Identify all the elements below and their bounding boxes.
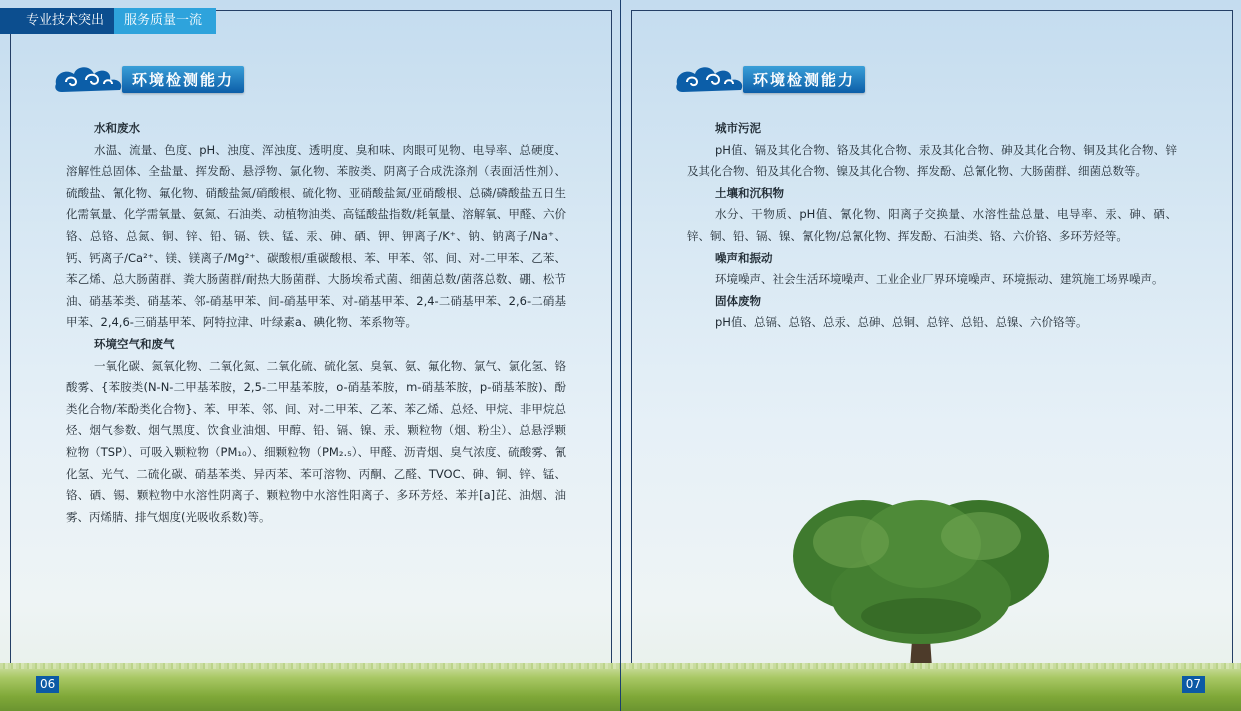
grass-strip: [621, 663, 1241, 711]
grass-strip: [0, 663, 620, 711]
right-page: [621, 0, 1241, 711]
page-number: 07: [1182, 676, 1205, 693]
cloud-ornament-icon: [52, 62, 126, 96]
cloud-ornament-icon: [673, 62, 747, 96]
header-tag-tech: 专业技术突出: [0, 8, 114, 34]
heading-sludge: 城市污泥: [715, 121, 761, 135]
tree-illustration: [771, 486, 1071, 686]
left-page: [0, 0, 620, 711]
heading-solid-waste: 固体废物: [715, 293, 761, 308]
body-air: 一氧化碳、氮氧化物、二氧化氮、二氧化硫、硫化氢、臭氧、氨、氟化物、氯气、氯化氢、铬酸雾、{苯胺类(N-N-二甲基苯胺，2,5-二甲基苯胺，o-硝基苯胺，m-硝基苯胺，p-硝基苯胺)、酚类化合物/苯酚类化合物}、苯、甲苯、邻、间、对-二甲苯、乙苯、苯乙烯、总烃、甲烷、非甲烷总烃、烟气参数、烟气黑度、饮食业油烟、甲醇、铅、镉、镍、汞、颗粒物（烟、粉尘）、总悬浮颗粒物（TSP）、可吸入颗粒物（PM₁₀）、细颗粒物（PM₂.₅）、甲醛、沥青烟、臭气浓度、硫酸雾、氰化氢、光气、二硫化碳、硝基苯类、异丙苯、苯可溶物、丙酮、乙醛、TVOC、砷、铜、锌、锰、铬、硒、锡、颗粒物中水溶性阴离子、颗粒物中水溶性阳离子、多环芳烃、苯并[a]芘、油烟、油雾、丙烯腈、排气烟度(光吸收系数)等。: [66, 358, 566, 524]
body-sludge: pH值、镉及其化合物、铬及其化合物、汞及其化合物、砷及其化合物、铜及其化合物、锌及其化合物、铅及其化合物、镍及其化合物、挥发酚、总氰化物、大肠菌群、细菌总数等。: [687, 142, 1177, 179]
right-content: [687, 118, 1177, 334]
page-number: 06: [36, 676, 59, 693]
header-tags: [0, 8, 216, 34]
body-noise: 环境噪声、社会生活环境噪声、工业企业厂界环境噪声、环境振动、建筑施工场界噪声。: [715, 272, 1164, 287]
header-tag-service: 服务质量一流: [114, 8, 216, 34]
heading-air: 环境空气和废气: [94, 336, 175, 351]
heading-soil: 土壤和沉积物: [715, 185, 784, 200]
section-title-label: 环境检测能力: [743, 66, 865, 93]
body-soil: 水分、干物质、pH值、氰化物、阳离子交换量、水溶性盐总量、电导率、汞、砷、硒、锌、铜、铅、镉、镍、氰化物/总氰化物、挥发酚、石油类、铬、六价铬、多环芳烃等。: [687, 207, 1177, 243]
heading-water: 水和废水: [94, 121, 140, 135]
section-title: [52, 62, 244, 96]
body-solid-waste: pH值、总镉、总铬、总汞、总砷、总铜、总锌、总铅、总镍、六价铬等。: [715, 315, 1088, 330]
body-water: 水温、流量、色度、pH、浊度、浑浊度、透明度、臭和味、肉眼可见物、电导率、总硬度、溶解性总固体、全盐量、挥发酚、悬浮物、氯化物、苯胺类、阴离子合成洗涤剂（表面活性剂）、硫酸盐、氰化物、氟化物、硝酸盐氮/硝酸根、硫化物、亚硝酸盐氮/亚硝酸根、总磷/磷酸盐五日生化需氧量、化学需氧量、氨氮、石油类、动植物油类、高锰酸盐指数/耗氧量、溶解氧、甲醛、六价铬、总铬、总氮、铜、锌、铅、镉、铁、锰、汞、砷、硒、钾、钾离子/K⁺、钠、钠离子/Na⁺、钙、钙离子/Ca²⁺、镁、镁离子/Mg²⁺、碳酸根/重碳酸根、苯、甲苯、邻、间、对-二甲苯、乙苯、苯乙烯、总大肠菌群、粪大肠菌群/耐热大肠菌群、大肠埃希式菌、细菌总数/菌落总数、硼、松节油、硝基苯类、硝基苯、邻-硝基甲苯、间-硝基甲苯、对-硝基甲苯、2,4-二硝基甲苯、2,6-二硝基甲苯、2,4,6-三硝基甲苯、阿特拉津、叶绿素a、碘化物、苯系物等。: [66, 142, 566, 330]
left-content: [66, 118, 566, 528]
heading-noise: 噪声和振动: [715, 250, 773, 265]
section-title-label: 环境检测能力: [122, 66, 244, 93]
section-title: [673, 62, 865, 96]
